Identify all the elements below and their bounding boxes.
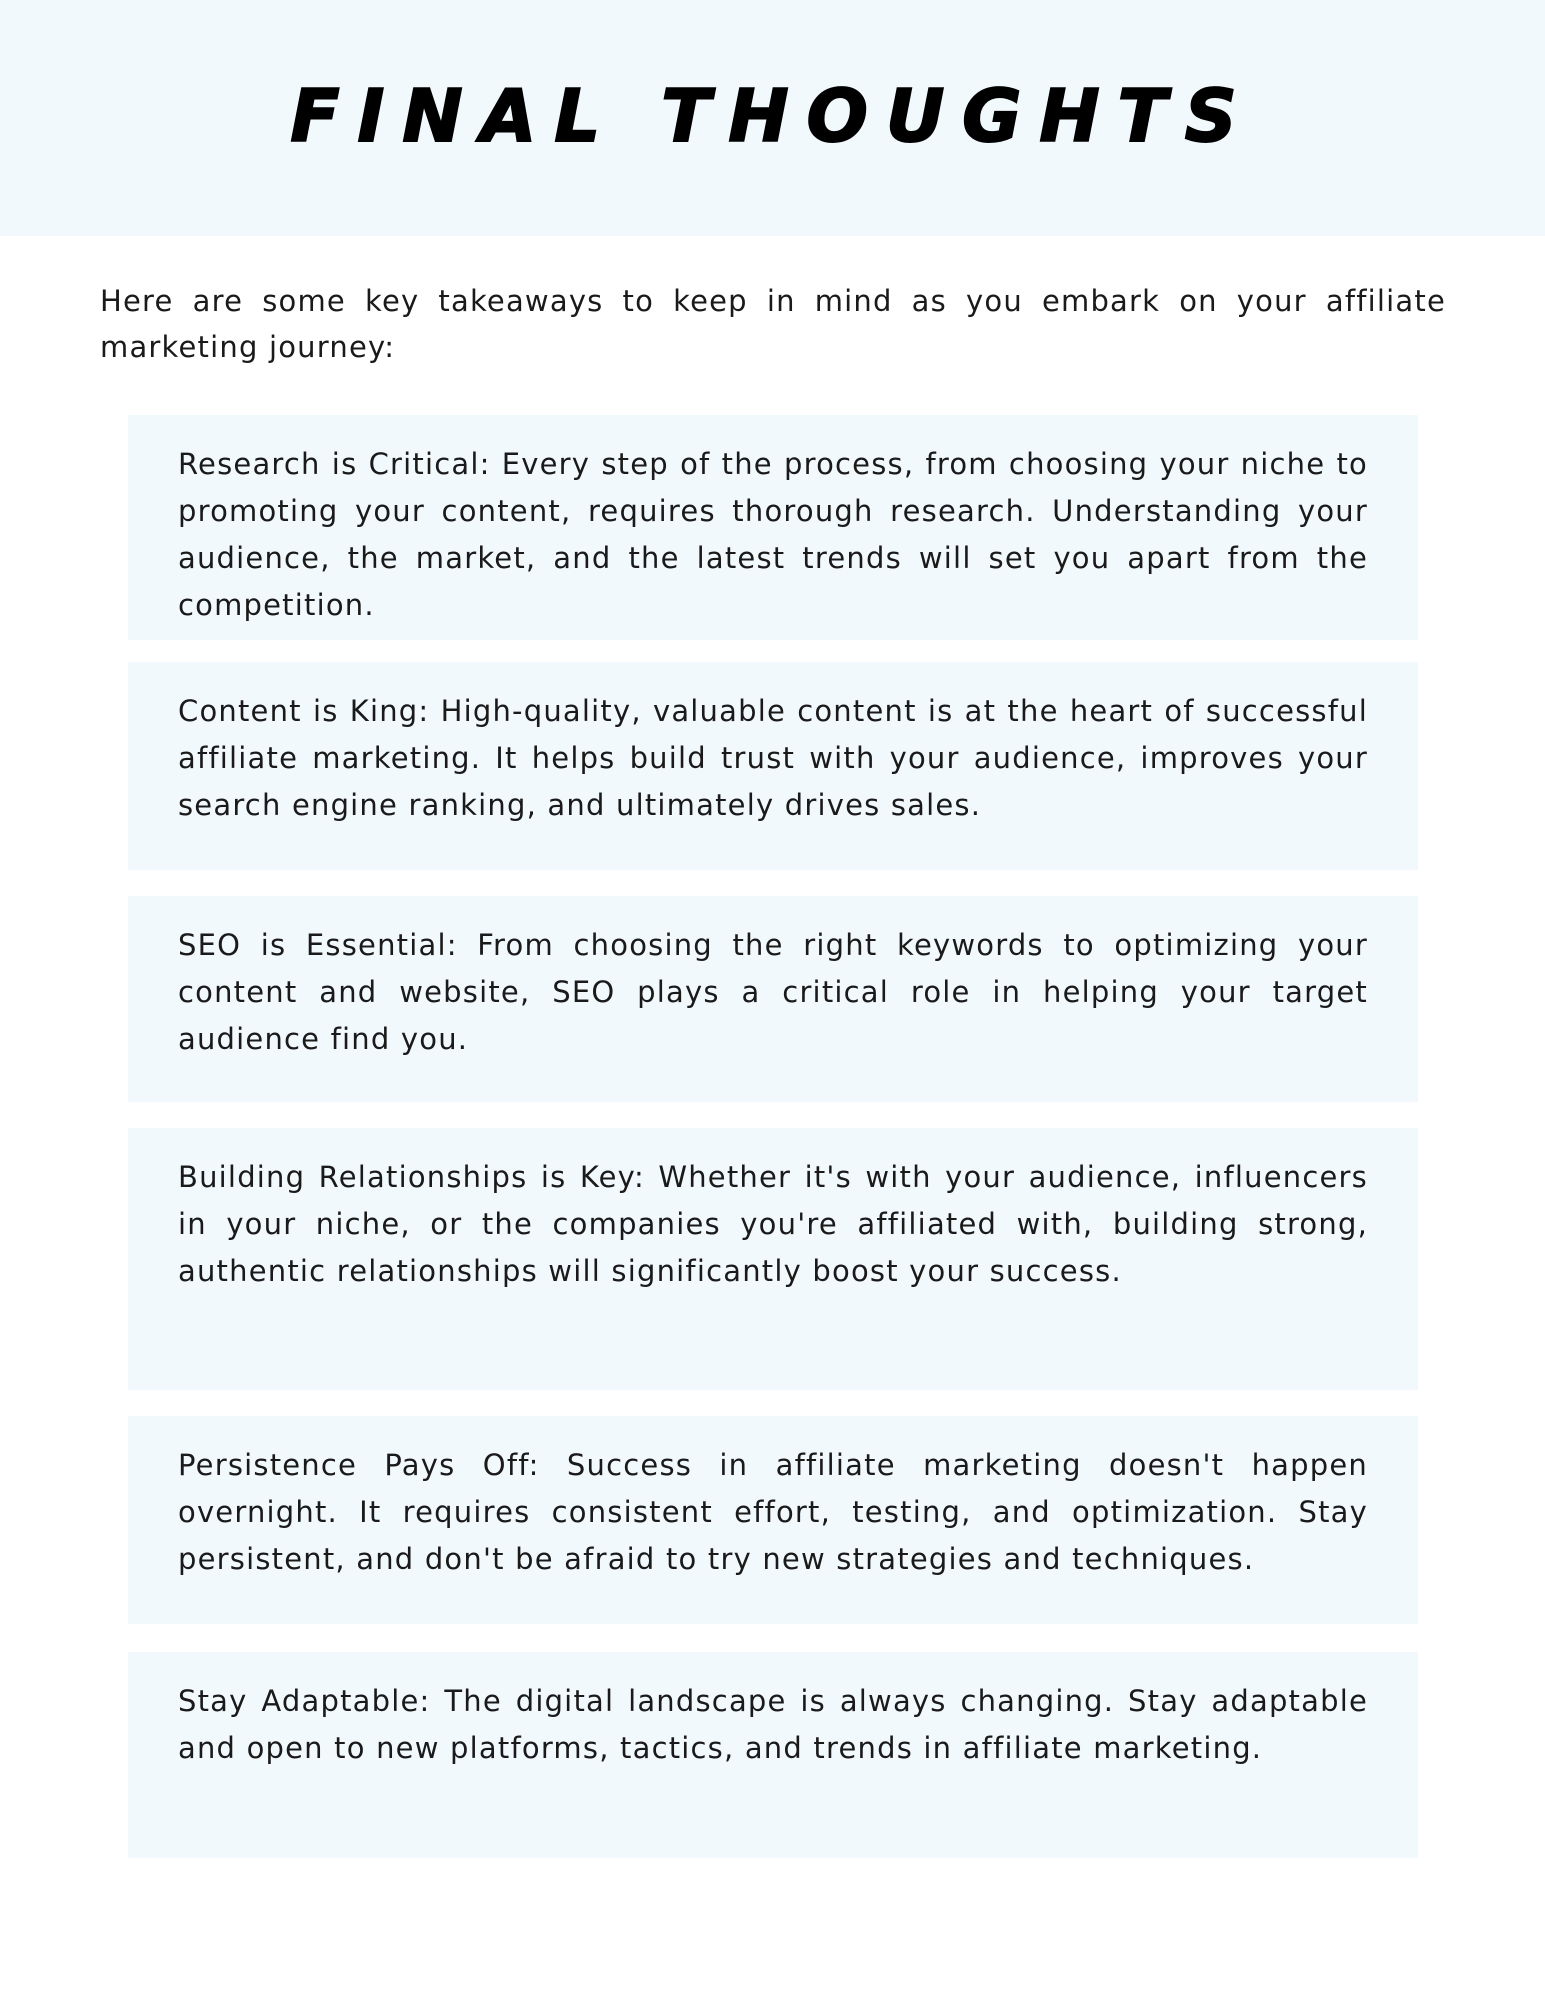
takeaway-card-persistence: [128, 1416, 1418, 1624]
takeaway-text: Stay Adaptable: The digital landscape is always changing. Stay adaptable and open to new platforms, tactics, and trends in affiliate marketing.: [178, 1684, 1368, 1765]
takeaway-text: Persistence Pays Off: Success in affiliate marketing doesn't happen overnight. It requires consistent effort, testing, and optimization. Stay persistent, and don't be afraid to try new strategies and techniques.: [178, 1448, 1368, 1576]
takeaway-card-content: [128, 662, 1418, 870]
takeaway-text: Research is Critical: Every step of the process, from choosing your niche to promoting your content, requires thorough research. Understanding your audience, the market, and the latest trends will set you apart from the competition.: [178, 447, 1368, 622]
takeaway-card-adaptable: [128, 1652, 1418, 1858]
takeaway-text: Content is King: High-quality, valuable content is at the heart of successful affiliate marketing. It helps build trust with your audience, improves your search engine ranking, and ultimately drives sales.: [178, 694, 1368, 822]
takeaway-card-research: [128, 415, 1418, 640]
takeaway-text: SEO is Essential: From choosing the right keywords to optimizing your content and website, SEO plays a critical role in helping your target audience find you.: [178, 928, 1368, 1056]
page-title: FINAL THOUGHTS: [290, 74, 1255, 158]
takeaway-card-seo: [128, 896, 1418, 1102]
intro-paragraph: Here are some key takeaways to keep in mind as you embark on your affiliate marketing journey:: [100, 284, 1446, 364]
takeaway-card-relationships: [128, 1128, 1418, 1390]
header-band: [0, 0, 1545, 236]
takeaway-text: Building Relationships is Key: Whether it's with your audience, influencers in your niche, or the companies you're affiliated with, building strong, authentic relationships will significantly boost your success.: [178, 1160, 1368, 1288]
